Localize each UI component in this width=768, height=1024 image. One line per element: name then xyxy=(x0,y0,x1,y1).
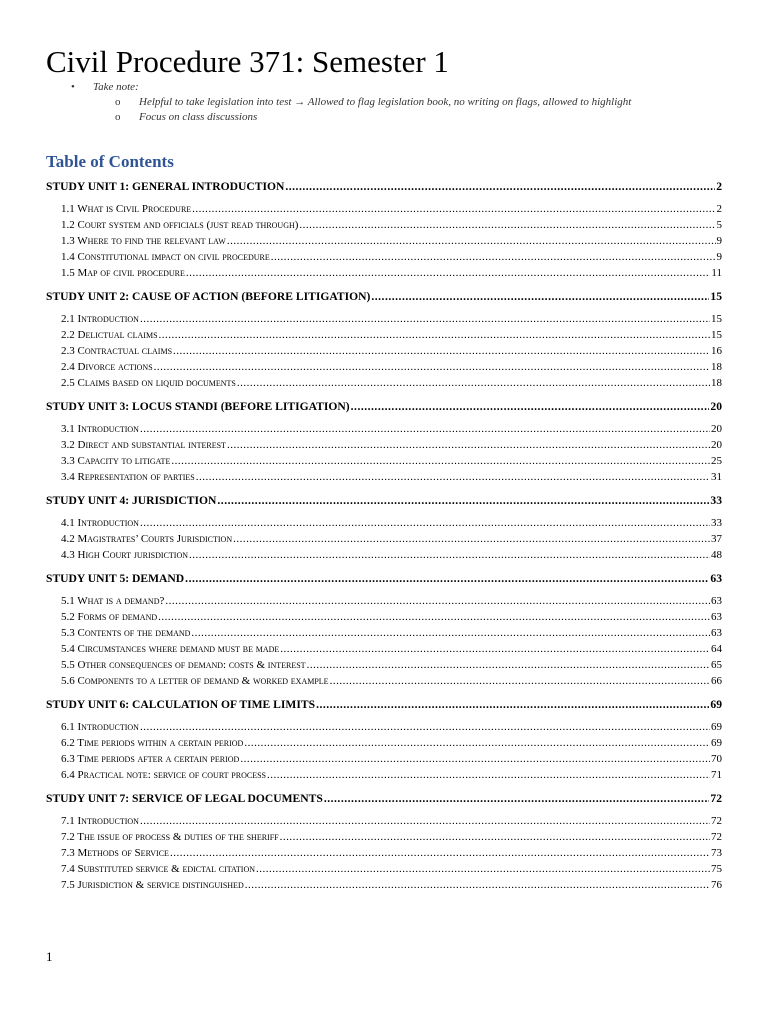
toc-entry-label: 7.4 Substituted service & edictal citation xyxy=(61,863,256,875)
toc-entry[interactable] xyxy=(61,438,722,453)
toc-entry-label: 2.3 Contractual claims xyxy=(61,345,173,357)
toc-page-number: 63 xyxy=(711,595,722,607)
toc-page-number: 72 xyxy=(710,792,722,805)
dot-leader xyxy=(185,571,709,587)
toc-entry-label: 3.3 Capacity to litigate xyxy=(61,455,171,467)
dot-leader xyxy=(140,516,710,531)
toc-page-number: 2 xyxy=(716,203,722,215)
dot-leader xyxy=(189,548,710,563)
toc-entry[interactable] xyxy=(61,878,722,893)
toc-entry-label: STUDY UNIT 4: JURISDICTION xyxy=(46,494,217,507)
dot-leader xyxy=(371,289,709,305)
toc-entry-label: STUDY UNIT 2: CAUSE OF ACTION (BEFORE LITIGATION) xyxy=(46,290,371,303)
toc-page-number: 5 xyxy=(716,219,722,231)
dot-leader xyxy=(324,791,710,807)
toc-entry[interactable] xyxy=(61,594,722,609)
toc-entry[interactable] xyxy=(61,344,722,359)
toc-entry-label: STUDY UNIT 1: GENERAL INTRODUCTION xyxy=(46,180,285,193)
toc-entry[interactable] xyxy=(61,516,722,531)
dot-leader xyxy=(330,674,710,689)
toc-entry-label: 5.2 Forms of demand xyxy=(61,611,158,623)
dot-leader xyxy=(245,878,710,893)
dot-leader xyxy=(351,399,710,415)
toc-page-number: 66 xyxy=(711,675,722,687)
dot-leader xyxy=(237,376,710,391)
toc-entry-label: 6.3 Time periods after a certain period xyxy=(61,753,240,765)
dot-leader xyxy=(165,594,710,609)
toc-page-number: 2 xyxy=(716,180,722,193)
toc-entry-label: 2.1 Introduction xyxy=(61,313,139,325)
toc-page-number: 20 xyxy=(710,400,722,413)
dot-leader xyxy=(233,532,710,547)
toc-entry[interactable] xyxy=(61,218,722,233)
toc-entry[interactable] xyxy=(61,642,722,657)
toc-page-number: 20 xyxy=(711,423,722,435)
dot-leader xyxy=(159,328,710,343)
toc-entry[interactable] xyxy=(61,312,722,327)
toc-entry-label: 4.1 Introduction xyxy=(61,517,139,529)
toc-page-number: 15 xyxy=(710,290,722,303)
toc-entry[interactable] xyxy=(61,768,722,783)
toc-page-number: 70 xyxy=(711,753,722,765)
dot-leader xyxy=(196,470,710,485)
dot-leader xyxy=(158,610,710,625)
toc-page-number: 11 xyxy=(711,267,722,279)
sub-bullet-icon: o xyxy=(115,111,121,123)
toc-entry-label: 3.1 Introduction xyxy=(61,423,139,435)
toc-page-number: 18 xyxy=(711,361,722,373)
toc-entry-label: 7.3 Methods of Service xyxy=(61,847,169,859)
note-text: Focus on class discussions xyxy=(139,111,258,123)
toc-entry[interactable] xyxy=(61,422,722,437)
toc-entry[interactable] xyxy=(61,752,722,767)
toc-entry-label: 5.1 What is a demand? xyxy=(61,595,165,607)
toc-page-number: 69 xyxy=(711,721,722,733)
toc-entry-label: 6.4 Practical note: service of court process xyxy=(61,769,266,781)
toc-page-number: 15 xyxy=(711,313,722,325)
dot-leader xyxy=(154,360,710,375)
toc-entry[interactable] xyxy=(61,360,722,375)
toc-page-number: 37 xyxy=(711,533,722,545)
dot-leader xyxy=(140,814,710,829)
dot-leader xyxy=(173,344,710,359)
dot-leader xyxy=(299,218,715,233)
dot-leader xyxy=(280,642,710,657)
toc-page-number: 73 xyxy=(711,847,722,859)
toc-page-number: 69 xyxy=(710,698,722,711)
toc-page-number: 9 xyxy=(716,235,722,247)
toc-entry-label: 4.3 High Court jurisdiction xyxy=(61,549,189,561)
toc-entry[interactable] xyxy=(61,830,722,845)
toc-entry-label: 7.5 Jurisdiction & service distinguished xyxy=(61,879,244,891)
toc-entry[interactable] xyxy=(61,658,722,673)
toc-page-number: 76 xyxy=(711,879,722,891)
toc-page-number: 72 xyxy=(711,815,722,827)
toc-entry-label: 5.6 Components to a letter of demand & worked example xyxy=(61,675,329,687)
toc-entry-label: 6.2 Time periods within a certain period xyxy=(61,737,244,749)
dot-leader xyxy=(186,266,711,281)
toc-unit-entry[interactable] xyxy=(46,399,722,415)
toc-page-number: 33 xyxy=(711,517,722,529)
toc-page-number: 31 xyxy=(711,471,722,483)
dot-leader xyxy=(191,626,710,641)
dot-leader xyxy=(285,179,715,195)
toc-entry-label: STUDY UNIT 7: SERVICE OF LEGAL DOCUMENTS xyxy=(46,792,323,805)
toc-entry-label: 1.3 Where to find the relevant law xyxy=(61,235,226,247)
toc-entry[interactable] xyxy=(61,202,722,217)
dot-leader xyxy=(227,438,710,453)
dot-leader xyxy=(316,697,709,713)
toc-entry-label: STUDY UNIT 5: DEMAND xyxy=(46,572,185,585)
toc-entry[interactable] xyxy=(61,548,722,563)
toc-page-number: 15 xyxy=(711,329,722,341)
toc-entry-label: 2.2 Delictual claims xyxy=(61,329,158,341)
toc-heading: Table of Contents xyxy=(46,152,174,171)
toc-page-number: 48 xyxy=(711,549,722,561)
toc-page-number: 71 xyxy=(711,769,722,781)
dot-leader xyxy=(217,493,709,509)
toc-unit-entry[interactable] xyxy=(46,697,722,713)
toc-unit-entry[interactable] xyxy=(46,179,722,195)
dot-leader xyxy=(140,312,710,327)
toc-page-number: 75 xyxy=(711,863,722,875)
toc-entry[interactable] xyxy=(61,234,722,249)
toc-entry[interactable] xyxy=(61,532,722,547)
toc-entry-label: 1.2 Court system and officials (just read through) xyxy=(61,219,299,231)
toc-entry[interactable] xyxy=(61,250,722,265)
toc-entry-label: 1.1 What is Civil Procedure xyxy=(61,203,192,215)
toc-entry-label: 4.2 Magistrates’ Courts Jurisdiction xyxy=(61,533,233,545)
toc-entry-label: 3.2 Direct and substantial interest xyxy=(61,439,226,451)
toc-entry[interactable] xyxy=(61,470,722,485)
note-text: Take note: xyxy=(93,81,139,93)
toc-page-number: 63 xyxy=(710,572,722,585)
toc-page-number: 65 xyxy=(711,659,722,671)
dot-leader xyxy=(244,736,710,751)
document-title: Civil Procedure 371: Semester 1 xyxy=(46,44,449,79)
dot-leader xyxy=(280,830,710,845)
toc-page-number: 72 xyxy=(711,831,722,843)
dot-leader xyxy=(267,768,710,783)
dot-leader xyxy=(192,202,715,217)
dot-leader xyxy=(307,658,710,673)
toc-page-number: 16 xyxy=(711,345,722,357)
dot-leader xyxy=(171,454,710,469)
toc-entry-label: 3.4 Representation of parties xyxy=(61,471,195,483)
toc-unit-entry[interactable] xyxy=(46,493,722,509)
dot-leader xyxy=(240,752,710,767)
sub-bullet-icon: o xyxy=(115,96,121,108)
dot-leader xyxy=(140,720,710,735)
toc-entry[interactable] xyxy=(61,454,722,469)
toc-entry-label: STUDY UNIT 6: CALCULATION OF TIME LIMITS xyxy=(46,698,316,711)
toc-entry-label: 6.1 Introduction xyxy=(61,721,139,733)
toc-page-number: 25 xyxy=(711,455,722,467)
toc-page-number: 18 xyxy=(711,377,722,389)
toc-entry[interactable] xyxy=(61,674,722,689)
dot-leader xyxy=(227,234,716,249)
dot-leader xyxy=(271,250,716,265)
toc-entry-label: STUDY UNIT 3: LOCUS STANDI (BEFORE LITIGATION) xyxy=(46,400,350,413)
toc-entry-label: 2.4 Divorce actions xyxy=(61,361,153,373)
toc-entry-label: 5.5 Other consequences of demand: costs & interest xyxy=(61,659,306,671)
toc-entry[interactable] xyxy=(61,328,722,343)
toc-page-number: 33 xyxy=(710,494,722,507)
toc-page-number: 20 xyxy=(711,439,722,451)
page-number: 1 xyxy=(46,949,53,964)
bullet-icon: • xyxy=(71,81,75,93)
toc-entry-label: 1.5 Map of civil procedure xyxy=(61,267,185,279)
toc-entry[interactable] xyxy=(61,610,722,625)
toc-page-number: 63 xyxy=(711,611,722,623)
toc-unit-entry[interactable] xyxy=(46,791,722,807)
toc-entry[interactable] xyxy=(61,862,722,877)
toc-entry-label: 5.3 Contents of the demand xyxy=(61,627,191,639)
toc-entry[interactable] xyxy=(61,846,722,861)
toc-page-number: 9 xyxy=(716,251,722,263)
dot-leader xyxy=(256,862,710,877)
toc-page-number: 69 xyxy=(711,737,722,749)
toc-page-number: 64 xyxy=(711,643,722,655)
toc-entry-label: 5.4 Circumstances where demand must be made xyxy=(61,643,280,655)
toc-entry-label: 7.2 The issue of process & duties of the sheriff xyxy=(61,831,279,843)
toc-entry[interactable] xyxy=(61,266,722,281)
toc-unit-entry[interactable] xyxy=(46,571,722,587)
toc-entry[interactable] xyxy=(61,626,722,641)
toc-entry-label: 1.4 Constitutional impact on civil procedure xyxy=(61,251,270,263)
toc-entry[interactable] xyxy=(61,720,722,735)
dot-leader xyxy=(170,846,710,861)
toc-entry-label: 2.5 Claims based on liquid documents xyxy=(61,377,236,389)
toc-entry-label: 7.1 Introduction xyxy=(61,815,139,827)
toc-page-number: 63 xyxy=(711,627,722,639)
dot-leader xyxy=(140,422,710,437)
toc-entry[interactable] xyxy=(61,376,722,391)
note-text: Helpful to take legislation into test → Allowed to flag legislation book, no writing on flags, allowed to highlight xyxy=(139,96,632,108)
toc-entry[interactable] xyxy=(61,736,722,751)
toc-entry[interactable] xyxy=(61,814,722,829)
toc-unit-entry[interactable] xyxy=(46,289,722,305)
